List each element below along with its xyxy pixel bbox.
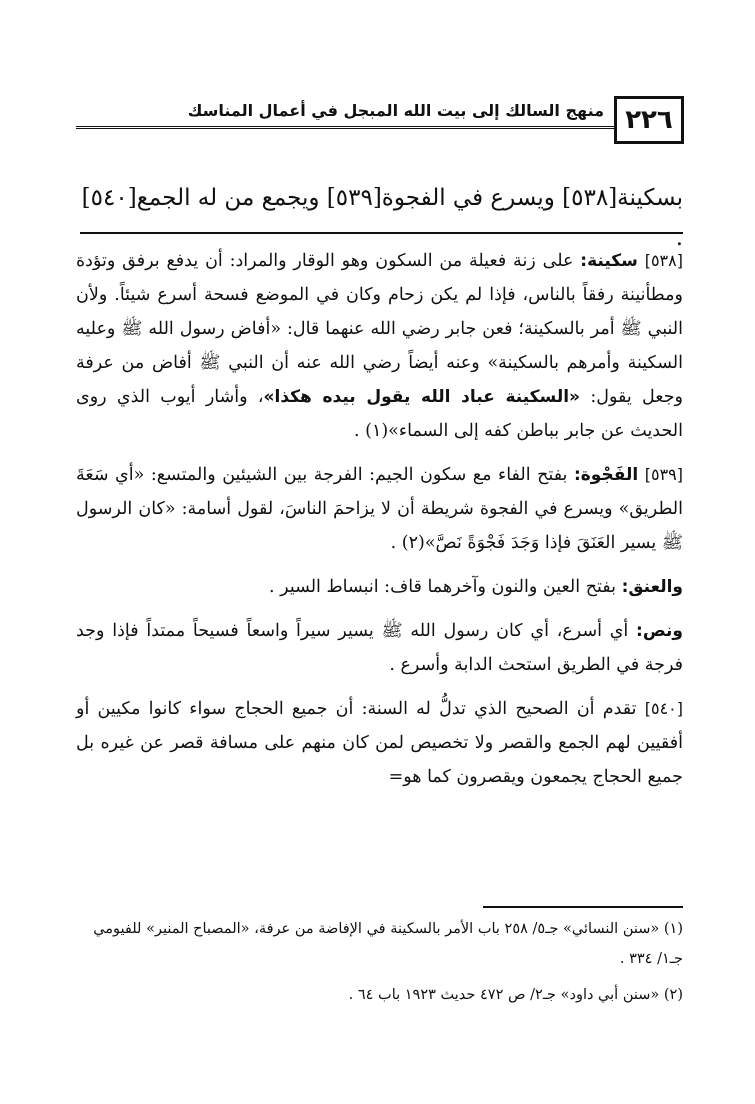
- footnote-rule: [483, 906, 683, 908]
- page-number: ٢٢٦: [614, 96, 684, 144]
- footnote-1: (١) «سنن النسائي» جـ٥/ ٢٥٨ باب الأمر بالسكينة في الإفاضة من عرفة، «المصباح المنير» للفيومي جـ١/ ٣٣٤ .: [93, 921, 683, 967]
- note-term: سكينة:: [580, 251, 638, 271]
- note-body: تقدم أن الصحيح الذي تدلُّ له السنة: أن جميع الحجاج سواء كانوا مكيين أو أفقيين لهم الجمع والقصر ولا تخصيص لمن كان منهم على مسافة قصر عن غيره بل جميع الحجاج يجمعون ويقصرون كما هو=: [76, 699, 683, 787]
- note-body: بفتح الفاء مع سكون الجيم: الفرجة بين الشيئين والمتسع: «أي سَعَةَ الطريق» ويسرع في الفجوة شريطة أن لا يزاحمَ الناسَ، لقول أسامة: «كان الرسول ﷺ يسير العَنَقَ فإذا وَجَدَ فَجْوَةً نَصَّ»(٢) .: [76, 465, 683, 553]
- note-body: على زنة فعيلة من السكون وهو الوقار والمراد: أن يدفع برفق وتؤدة ومطأنينة رفقاً بالناس، فإذا لم يكن زحام وكان في الموضع فسحة أسرع شيئاً. ولأن النبي ﷺ أمر بالسكينة؛ فعن جابر رضي الله عنهما قال: «أفاض رسول الله ﷺ وعليه السكينة وأمرهم بالسكينة» وعنه أيضاً رضي الله عنه أن النبي ﷺ أفاض من عرفة وجعل يقول:: [76, 251, 683, 407]
- footnote-2: (٢) «سنن أبي داود» جـ٢/ ص ٤٧٢ حديث ١٩٢٣ باب ٦٤ .: [348, 987, 683, 1003]
- verse-line: بسكينة[٥٣٨] ويسرع في الفجوة[٥٣٩] ويجمع من له الجمع[٥٤٠] .: [81, 185, 683, 251]
- note-ref: [٥٣٩]: [644, 465, 683, 484]
- note-term: ونص:: [636, 621, 683, 641]
- note-540: [76, 692, 683, 794]
- verse-divider: [80, 232, 683, 234]
- note-tail: ، وأشار أيوب الذي روى الحديث عن جابر بباطن كفه إلى السماء»(١) .: [76, 387, 683, 441]
- note-ref: [٥٣٨]: [644, 251, 683, 270]
- note-nass: [76, 614, 683, 682]
- note-body: أي أسرع، أي كان رسول الله ﷺ يسير سيراً واسعاً فسيحاً ممتداً فإذا وجد فرجة في الطريق استحث الدابة وأسرع .: [76, 621, 683, 675]
- commentary: [76, 244, 683, 804]
- note-538: [76, 244, 683, 448]
- note-body: بفتح العين والنون وآخرهما قاف: انبساط السير .: [269, 577, 622, 597]
- header-rule: [76, 126, 614, 129]
- footnotes: [78, 914, 683, 1016]
- note-539: [76, 458, 683, 560]
- running-title: منهج السالك إلى بيت الله المبجل في أعمال المناسك: [187, 101, 604, 120]
- note-anaq: [76, 570, 683, 604]
- note-quote: «السكينة عباد الله يقول بيده هكذا»: [263, 387, 581, 407]
- note-term: والعنق:: [621, 577, 683, 597]
- note-ref: [٥٤٠]: [644, 699, 683, 718]
- page-header: [76, 96, 684, 148]
- note-term: الفَجْوة:: [573, 465, 639, 485]
